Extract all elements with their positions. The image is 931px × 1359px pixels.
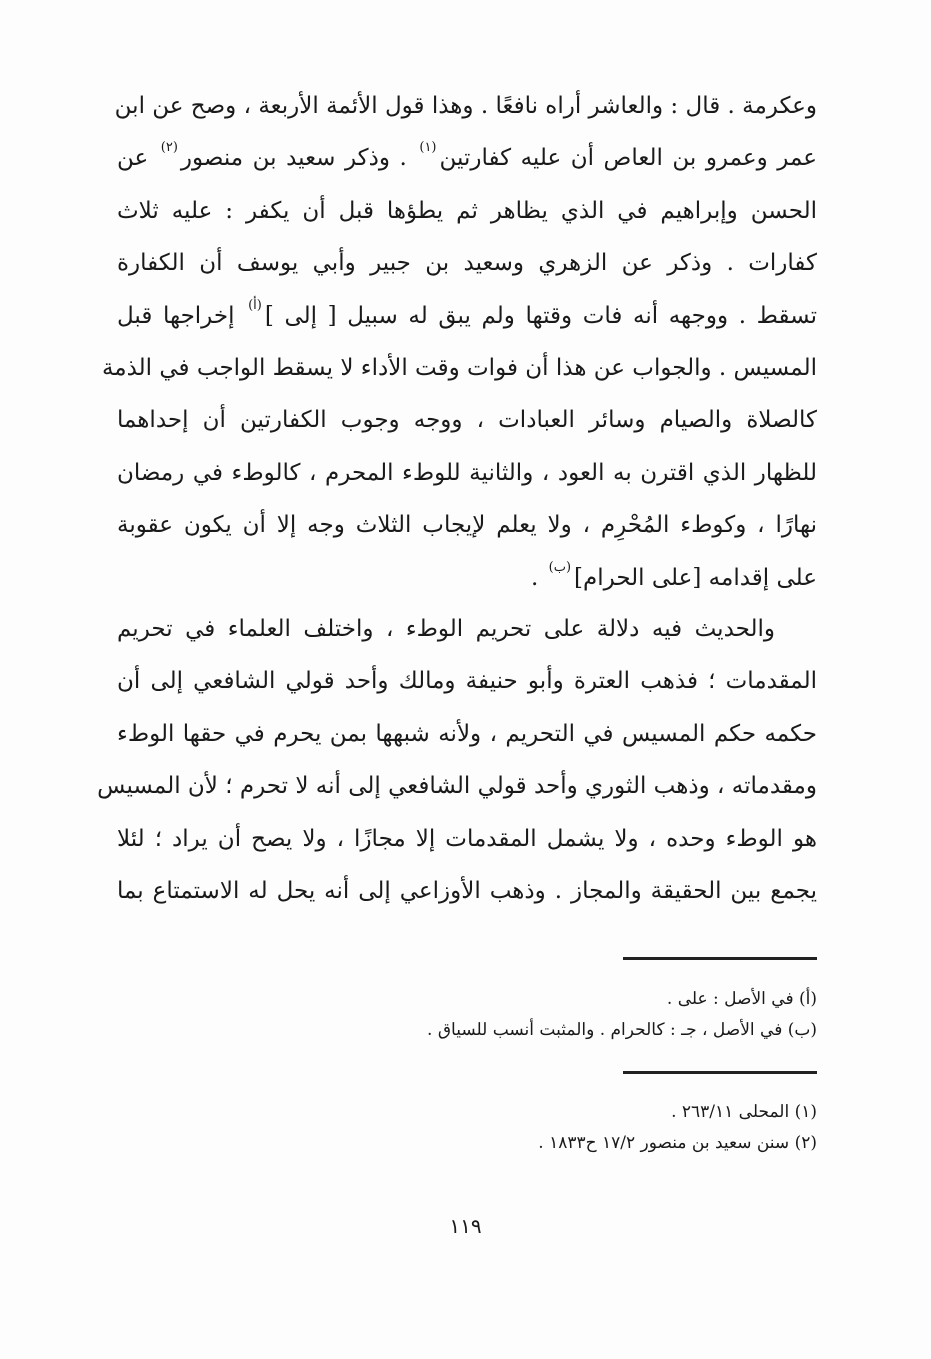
page-number: ١١٩ bbox=[449, 1214, 482, 1238]
text-line: كفارات . وذكر عن الزهري وسعيد بن جبير وأبي يوسف أن الكفارة bbox=[117, 250, 817, 277]
footnote-ref-2[interactable]: (٢) bbox=[160, 140, 178, 156]
second-paragraph bbox=[97, 603, 817, 917]
footnote-2: (٢) سنن سعيد بن منصور ١٧/٢ ح١٨٣٣ . bbox=[538, 1133, 817, 1153]
footnote-1: (١) المحلى ٢٦٣/١١ . bbox=[671, 1102, 817, 1122]
text-line: المسيس . والجواب عن هذا أن فوات وقت الأداء لا يسقط الواجب في الذمة bbox=[101, 354, 817, 381]
text-segment: إخراجها قبل bbox=[117, 302, 246, 329]
footnote-ref-b[interactable]: (ب) bbox=[548, 559, 572, 575]
text-segment: عن bbox=[117, 145, 158, 172]
text-line: الحسن وإبراهيم في الذي يظاهر ثم يطؤها قبل أن يكفر : عليه ثلاث bbox=[117, 197, 817, 224]
text-line bbox=[117, 552, 817, 604]
text-segment: عمر وعمرو بن العاص أن عليه كفارتين bbox=[439, 145, 817, 172]
source-footnotes bbox=[117, 1097, 817, 1159]
footnote-ref-1[interactable]: (١) bbox=[419, 140, 437, 156]
text-line bbox=[117, 290, 817, 342]
text-line: للظهار الذي اقترن به العود ، والثانية للوطء المحرم ، كالوطء في رمضان bbox=[117, 459, 817, 486]
text-line: يجمع بين الحقيقة والمجاز . وذهب الأوزاعي إلى أنه يحل له الاستمتاع بما bbox=[117, 877, 817, 904]
footnote-a: (أ) في الأصل : على . bbox=[666, 989, 817, 1009]
footnote-divider bbox=[623, 1071, 817, 1074]
text-line: المقدمات ؛ فذهب العترة وأبو حنيفة ومالك وأحد قولي الشافعي إلى أن bbox=[117, 668, 817, 695]
footnote-ref-a[interactable]: (أ) bbox=[248, 297, 262, 313]
footnote-b: (ب) في الأصل ، جـ : كالحرام . والمثبت أنسب للسياق . bbox=[427, 1020, 817, 1040]
variant-footnotes bbox=[117, 984, 817, 1046]
text-segment: . وذكر سعيد بن منصور bbox=[180, 145, 417, 172]
text-segment: تسقط . ووجهه أنه فات وقتها ولم يبق له سبيل [ إلى ] bbox=[264, 302, 818, 329]
text-line: وعكرمة . قال : والعاشر أراه نافعًا . وهذا قول الأئمة الأربعة ، وصح عن ابن bbox=[114, 93, 817, 119]
text-line: كالصلاة والصيام وسائر العبادات ، ووجه وجوب الكفارتين أن إحداهما bbox=[117, 407, 817, 434]
text-segment: . bbox=[531, 564, 546, 591]
text-line: حكمه حكم المسيس في التحريم ، ولأنه شبهها بمن يحرم في حقها الوطء bbox=[117, 720, 817, 747]
text-line: والحديث فيه دلالة على تحريم الوطء ، واختلف العلماء في تحريم bbox=[117, 616, 775, 642]
text-line: ومقدماته ، وذهب الثوري وأحد قولي الشافعي إلى أنه لا تحرم ؛ لأن المسيس bbox=[97, 773, 817, 800]
text-segment: على إقدامه [على الحرام] bbox=[574, 564, 817, 591]
text-line bbox=[117, 132, 817, 184]
main-paragraph bbox=[101, 80, 818, 604]
footnote-divider bbox=[623, 957, 817, 960]
text-line: هو الوطء وحده ، ولا يشمل المقدمات إلا مجازًا ، ولا يصح أن يراد ؛ لئلا bbox=[117, 825, 817, 852]
text-line: نهارًا ، وكوطء المُحْرِم ، ولا يعلم لإيجاب الثلاث وجه إلا أن يكون عقوبة bbox=[117, 512, 817, 539]
